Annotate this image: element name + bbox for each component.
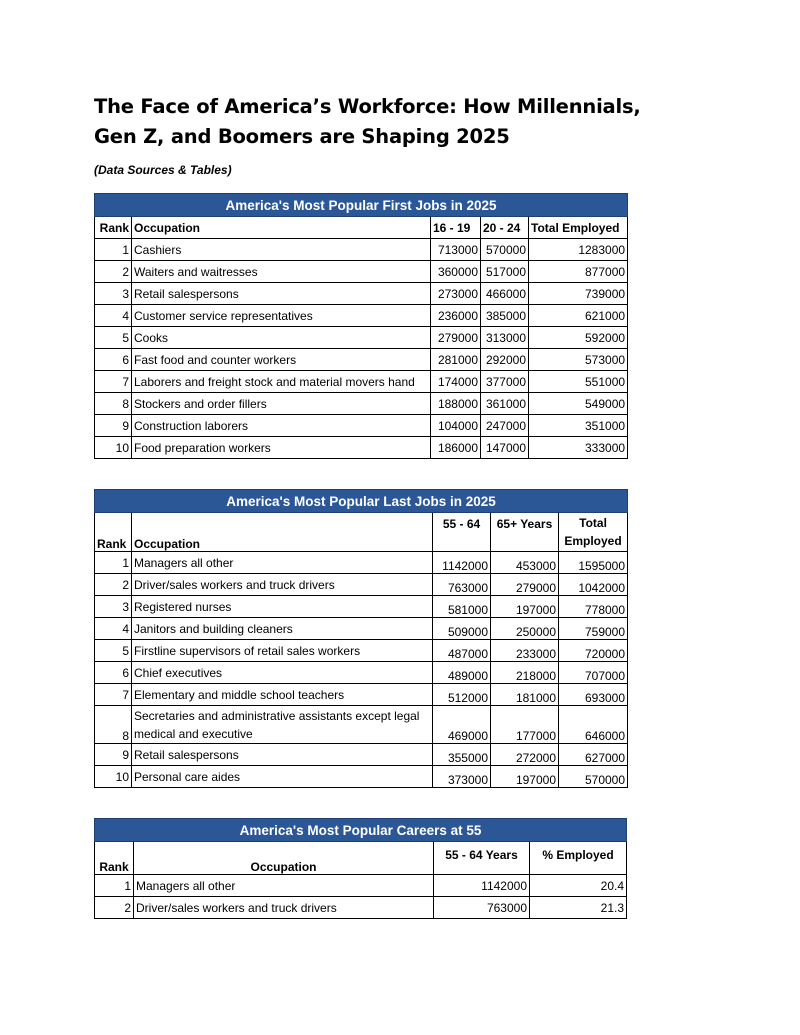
occupation-cell: Stockers and order fillers bbox=[132, 393, 431, 415]
rank-cell: 7 bbox=[95, 371, 132, 393]
age-55-64-cell: 512000 bbox=[433, 684, 491, 706]
rank-cell: 9 bbox=[95, 744, 132, 766]
occupation-cell: Construction laborers bbox=[132, 415, 431, 437]
table-row bbox=[95, 393, 628, 415]
careers-55-body bbox=[95, 875, 627, 919]
table-row bbox=[95, 552, 628, 574]
rank-cell: 4 bbox=[95, 305, 132, 327]
rank-cell: 6 bbox=[95, 349, 132, 371]
rank-cell: 1 bbox=[95, 552, 132, 574]
occupation-cell: Registered nurses bbox=[132, 596, 433, 618]
age-20-24-cell: 292000 bbox=[481, 349, 529, 371]
occupation-header: Occupation bbox=[134, 842, 434, 875]
table-row bbox=[95, 371, 628, 393]
age-20-24-cell: 247000 bbox=[481, 415, 529, 437]
table-row bbox=[95, 662, 628, 684]
table-row bbox=[95, 239, 628, 261]
total-employed-cell: 646000 bbox=[559, 706, 628, 744]
age-55-64-cell: 373000 bbox=[433, 766, 491, 788]
total-employed-cell: 333000 bbox=[529, 437, 628, 459]
age-65-plus-cell: 197000 bbox=[491, 596, 559, 618]
rank-cell: 3 bbox=[95, 283, 132, 305]
occupation-header: Occupation bbox=[132, 217, 431, 239]
age-55-64-years-cell: 1142000 bbox=[434, 875, 530, 897]
age-16-19-cell: 104000 bbox=[431, 415, 481, 437]
table-row bbox=[95, 283, 628, 305]
age-16-19-cell: 236000 bbox=[431, 305, 481, 327]
age-55-64-cell: 469000 bbox=[433, 706, 491, 744]
first-jobs-body bbox=[95, 239, 628, 459]
age-65-plus-cell: 272000 bbox=[491, 744, 559, 766]
careers-55-table-title: America's Most Popular Careers at 55 bbox=[95, 819, 627, 842]
table-row bbox=[95, 706, 628, 744]
rank-cell: 9 bbox=[95, 415, 132, 437]
percent-employed-cell: 21.3 bbox=[530, 897, 627, 919]
age-65-plus-cell: 181000 bbox=[491, 684, 559, 706]
age-55-64-cell: 509000 bbox=[433, 618, 491, 640]
occupation-cell: Chief executives bbox=[132, 662, 433, 684]
occupation-cell: Waiters and waitresses bbox=[132, 261, 431, 283]
table-row bbox=[95, 574, 628, 596]
table-row bbox=[95, 897, 627, 919]
rank-cell: 7 bbox=[95, 684, 132, 706]
rank-cell: 6 bbox=[95, 662, 132, 684]
total-employed-cell: 720000 bbox=[559, 640, 628, 662]
careers-55-table bbox=[94, 818, 627, 919]
age-55-64-cell: 355000 bbox=[433, 744, 491, 766]
document-subtitle: (Data Sources & Tables) bbox=[94, 163, 232, 177]
age-55-64-cell: 489000 bbox=[433, 662, 491, 684]
first-jobs-table bbox=[94, 193, 628, 459]
rank-cell: 2 bbox=[95, 897, 134, 919]
occupation-cell: Retail salespersons bbox=[132, 744, 433, 766]
age-20-24-cell: 377000 bbox=[481, 371, 529, 393]
age-16-19-cell: 186000 bbox=[431, 437, 481, 459]
age-55-64-cell: 763000 bbox=[433, 574, 491, 596]
rank-header: Rank bbox=[95, 217, 132, 239]
table-row bbox=[95, 618, 628, 640]
table-row bbox=[95, 744, 628, 766]
age-20-24-cell: 570000 bbox=[481, 239, 529, 261]
age-20-24-cell: 361000 bbox=[481, 393, 529, 415]
age-65-plus-cell: 250000 bbox=[491, 618, 559, 640]
rank-header: Rank bbox=[95, 513, 132, 552]
age-20-24-cell: 385000 bbox=[481, 305, 529, 327]
age-20-24-cell: 466000 bbox=[481, 283, 529, 305]
rank-cell: 8 bbox=[95, 706, 132, 744]
occupation-cell: Retail salespersons bbox=[132, 283, 431, 305]
total-employed-cell: 739000 bbox=[529, 283, 628, 305]
total-employed-cell: 573000 bbox=[529, 349, 628, 371]
age-16-19-cell: 713000 bbox=[431, 239, 481, 261]
rank-cell: 8 bbox=[95, 393, 132, 415]
table-row bbox=[95, 766, 628, 788]
total-employed-cell: 778000 bbox=[559, 596, 628, 618]
table-row bbox=[95, 596, 628, 618]
percent-employed-header: % Employed bbox=[530, 842, 627, 875]
occupation-cell: Secretaries and administrative assistants except legal medical and executive bbox=[132, 706, 433, 744]
age-55-64-cell: 1142000 bbox=[433, 552, 491, 574]
table-row bbox=[95, 415, 628, 437]
total-employed-cell: 1042000 bbox=[559, 574, 628, 596]
age-16-19-header: 16 - 19 bbox=[431, 217, 481, 239]
total-employed-cell: 627000 bbox=[559, 744, 628, 766]
age-20-24-cell: 313000 bbox=[481, 327, 529, 349]
age-55-64-header: 55 - 64 bbox=[433, 513, 491, 552]
first-jobs-table-title: America's Most Popular First Jobs in 2025 bbox=[95, 194, 628, 217]
age-20-24-cell: 147000 bbox=[481, 437, 529, 459]
age-55-64-cell: 581000 bbox=[433, 596, 491, 618]
occupation-cell: Driver/sales workers and truck drivers bbox=[134, 897, 434, 919]
table-row bbox=[95, 875, 627, 897]
occupation-cell: Laborers and freight stock and material movers hand bbox=[132, 371, 431, 393]
rank-cell: 2 bbox=[95, 574, 132, 596]
age-65-plus-cell: 197000 bbox=[491, 766, 559, 788]
table-row bbox=[95, 305, 628, 327]
age-65-plus-cell: 453000 bbox=[491, 552, 559, 574]
occupation-cell: Firstline supervisors of retail sales workers bbox=[132, 640, 433, 662]
total-employed-cell: 570000 bbox=[559, 766, 628, 788]
age-20-24-cell: 517000 bbox=[481, 261, 529, 283]
total-employed-header: Total Employed bbox=[529, 217, 628, 239]
total-employed-header: Total Employed bbox=[559, 513, 628, 552]
age-55-64-years-cell: 763000 bbox=[434, 897, 530, 919]
age-16-19-cell: 360000 bbox=[431, 261, 481, 283]
rank-cell: 4 bbox=[95, 618, 132, 640]
rank-cell: 1 bbox=[95, 875, 134, 897]
age-16-19-cell: 281000 bbox=[431, 349, 481, 371]
last-jobs-table bbox=[94, 489, 628, 788]
occupation-cell: Managers all other bbox=[134, 875, 434, 897]
age-65-plus-cell: 233000 bbox=[491, 640, 559, 662]
last-jobs-table-title: America's Most Popular Last Jobs in 2025 bbox=[95, 490, 628, 513]
occupation-cell: Food preparation workers bbox=[132, 437, 431, 459]
age-20-24-header: 20 - 24 bbox=[481, 217, 529, 239]
total-employed-cell: 592000 bbox=[529, 327, 628, 349]
occupation-cell: Janitors and building cleaners bbox=[132, 618, 433, 640]
table-row bbox=[95, 684, 628, 706]
age-65-plus-header: 65+ Years bbox=[491, 513, 559, 552]
table-row bbox=[95, 437, 628, 459]
age-16-19-cell: 188000 bbox=[431, 393, 481, 415]
last-jobs-body bbox=[95, 552, 628, 788]
table-row bbox=[95, 261, 628, 283]
age-16-19-cell: 273000 bbox=[431, 283, 481, 305]
table-row bbox=[95, 327, 628, 349]
total-employed-cell: 549000 bbox=[529, 393, 628, 415]
total-employed-cell: 1283000 bbox=[529, 239, 628, 261]
occupation-cell: Driver/sales workers and truck drivers bbox=[132, 574, 433, 596]
total-employed-cell: 1595000 bbox=[559, 552, 628, 574]
age-16-19-cell: 279000 bbox=[431, 327, 481, 349]
age-65-plus-cell: 177000 bbox=[491, 706, 559, 744]
occupation-cell: Cashiers bbox=[132, 239, 431, 261]
occupation-cell: Personal care aides bbox=[132, 766, 433, 788]
age-65-plus-cell: 218000 bbox=[491, 662, 559, 684]
occupation-cell: Elementary and middle school teachers bbox=[132, 684, 433, 706]
total-employed-cell: 877000 bbox=[529, 261, 628, 283]
occupation-cell: Fast food and counter workers bbox=[132, 349, 431, 371]
total-employed-cell: 707000 bbox=[559, 662, 628, 684]
total-employed-cell: 621000 bbox=[529, 305, 628, 327]
total-employed-cell: 351000 bbox=[529, 415, 628, 437]
rank-cell: 10 bbox=[95, 437, 132, 459]
age-16-19-cell: 174000 bbox=[431, 371, 481, 393]
rank-cell: 5 bbox=[95, 640, 132, 662]
age-65-plus-cell: 279000 bbox=[491, 574, 559, 596]
occupation-cell: Cooks bbox=[132, 327, 431, 349]
total-employed-cell: 693000 bbox=[559, 684, 628, 706]
occupation-cell: Customer service representatives bbox=[132, 305, 431, 327]
age-55-64-years-header: 55 - 64 Years bbox=[434, 842, 530, 875]
occupation-header: Occupation bbox=[132, 513, 433, 552]
rank-header: Rank bbox=[95, 842, 134, 875]
table-row bbox=[95, 640, 628, 662]
age-55-64-cell: 487000 bbox=[433, 640, 491, 662]
rank-cell: 2 bbox=[95, 261, 132, 283]
document-title: The Face of America’s Workforce: How Millennials, Gen Z, and Boomers are Shaping 2025 bbox=[94, 95, 641, 148]
rank-cell: 1 bbox=[95, 239, 132, 261]
total-employed-cell: 759000 bbox=[559, 618, 628, 640]
total-employed-cell: 551000 bbox=[529, 371, 628, 393]
occupation-cell: Managers all other bbox=[132, 552, 433, 574]
table-row bbox=[95, 349, 628, 371]
rank-cell: 5 bbox=[95, 327, 132, 349]
rank-cell: 3 bbox=[95, 596, 132, 618]
rank-cell: 10 bbox=[95, 766, 132, 788]
percent-employed-cell: 20.4 bbox=[530, 875, 627, 897]
